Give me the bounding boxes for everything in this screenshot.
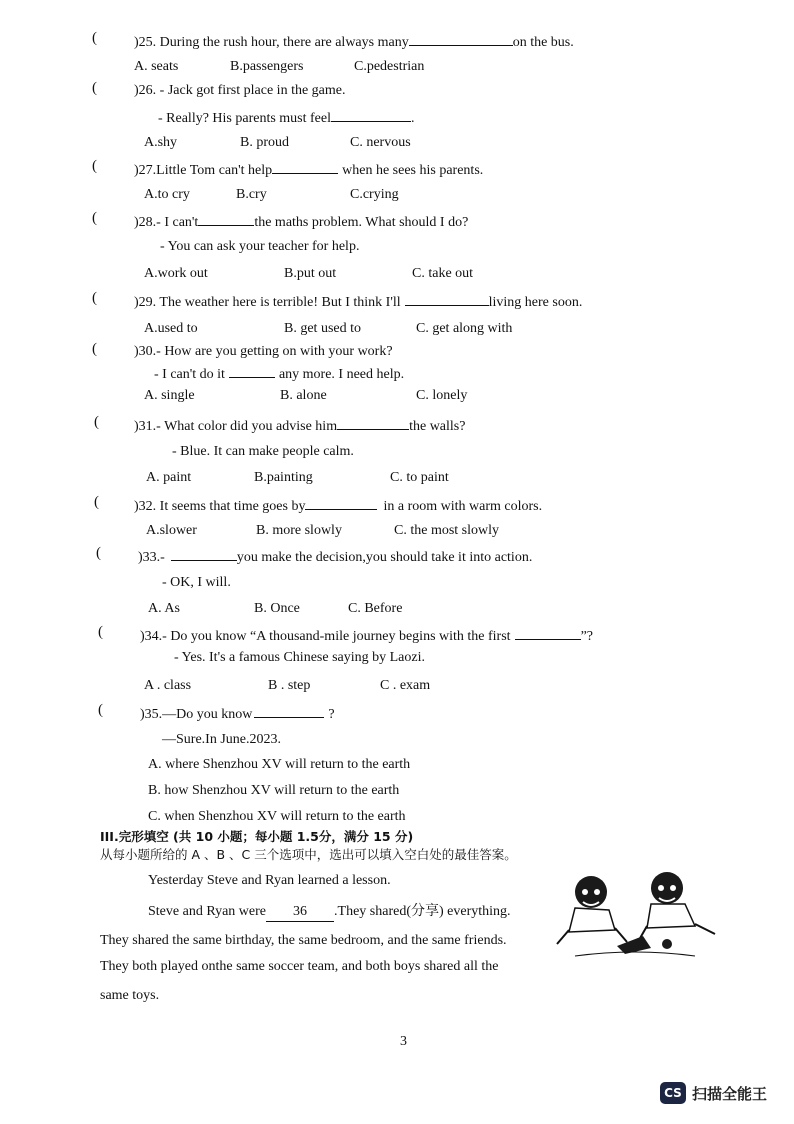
answer-paren: ( (92, 290, 97, 306)
reply-33: - OK, I will. (162, 575, 231, 590)
answer-blank (305, 496, 377, 510)
reply-text: - I can't do it (154, 367, 225, 382)
question-27 (134, 160, 483, 180)
answer-blank (515, 626, 581, 640)
answer-paren: ( (94, 494, 99, 510)
passage-line-5: same toys. (100, 988, 160, 1003)
option-c: C. Before (348, 601, 403, 616)
options-34 (144, 677, 430, 695)
answer-blank (229, 364, 275, 378)
option-a: A. paint (146, 470, 192, 485)
option-b: B. more slowly (256, 523, 342, 538)
question-stem: )27.Little Tom can't help (134, 163, 273, 178)
question-30: )30.- How are you getting on with your work? (134, 344, 393, 359)
question-stem-end: the walls? (409, 419, 466, 434)
section-heading: III.完形填空 (共 10 小题；每小题 1.5分，满分 15 分) (100, 829, 414, 844)
answer-blank (405, 292, 489, 306)
answer-paren: ( (98, 702, 103, 718)
reply-28: - You can ask your teacher for help. (160, 239, 360, 254)
option-b: B . step (268, 678, 311, 693)
question-stem: )25. During the rush hour, there are always many (134, 35, 409, 50)
option-b: B. Once (254, 601, 300, 616)
question-stem-end: living here soon. (488, 295, 583, 310)
option-a: A.to cry (144, 187, 190, 202)
question-35 (140, 704, 335, 724)
options-30 (144, 387, 467, 405)
question-34 (140, 626, 593, 646)
question-stem: )29. The weather here is terrible! But I think I'll (134, 295, 401, 310)
reply-text: - Really? His parents must feel (158, 111, 332, 126)
option-c: C . exam (380, 678, 431, 693)
answer-blank (198, 212, 254, 226)
question-28 (134, 212, 468, 232)
kids-illustration (555, 868, 720, 963)
options-25 (134, 58, 424, 76)
answer-paren: ( (94, 414, 99, 430)
answer-paren: ( (92, 158, 97, 174)
option-b: B.painting (254, 470, 313, 485)
answer-blank (254, 704, 324, 718)
answer-paren: ( (96, 545, 101, 561)
option-c: C.pedestrian (354, 59, 425, 74)
question-stem: )35.—Do you know (140, 707, 253, 722)
question-31 (134, 416, 465, 436)
option-c: C. to paint (390, 470, 449, 485)
question-stem-end: on the bus. (512, 35, 574, 50)
passage-text-end: .They shared(分享) everything. (334, 904, 511, 919)
option-a: A. seats (134, 59, 179, 74)
option-a: A.shy (144, 135, 178, 150)
option-b: B. get used to (284, 321, 361, 336)
answer-paren: ( (98, 624, 103, 640)
options-27 (144, 186, 399, 204)
reply-30 (154, 364, 404, 384)
question-stem-end: in a room with warm colors. (383, 499, 543, 514)
reply-26 (158, 108, 415, 128)
question-stem: )34.- Do you know “A thousand-mile journey begins with the first (140, 629, 511, 644)
answer-paren: ( (92, 341, 97, 357)
reply-text-end: . (411, 111, 415, 126)
option-c: C. get along with (416, 321, 513, 336)
answer-blank (337, 416, 409, 430)
passage-line-3: They shared the same birthday, the same bedroom, and the same friends. (100, 933, 507, 948)
question-stem: )33.- (138, 550, 165, 565)
passage-line-4: They both played onthe same soccer team, and both boys shared all the (100, 959, 499, 974)
option-a: A.used to (144, 321, 198, 336)
answer-blank (331, 108, 411, 122)
option-b: B.cry (236, 187, 267, 202)
reply-31: - Blue. It can make people calm. (172, 444, 354, 459)
passage-text: Steve and Ryan were (148, 904, 267, 919)
option-c: C. nervous (350, 135, 411, 150)
question-stem-end: you make the decision,you should take it into action. (236, 550, 533, 565)
option-a: A. As (148, 601, 180, 616)
option-c: C. lonely (416, 388, 468, 403)
page-number: 3 (400, 1034, 407, 1049)
question-32 (134, 496, 542, 516)
option-a: A. where Shenzhou XV will return to the earth (148, 757, 411, 772)
cloze-blank-36: 36 (266, 903, 334, 922)
option-b: B. proud (240, 135, 289, 150)
question-26: )26. - Jack got first place in the game. (134, 83, 346, 98)
option-c: C. the most slowly (394, 523, 500, 538)
options-28 (144, 265, 473, 283)
options-26 (144, 134, 411, 152)
reply-35: —Sure.In June.2023. (162, 732, 281, 747)
question-stem: )32. It seems that time goes by (134, 499, 306, 514)
option-a: A.slower (146, 523, 197, 538)
camscanner-logo-icon: CS (660, 1082, 686, 1104)
options-31 (146, 469, 449, 487)
option-b: B. alone (280, 388, 327, 403)
option-c: C. take out (412, 266, 474, 281)
option-b: B.passengers (230, 59, 304, 74)
answer-paren: ( (92, 80, 97, 96)
options-33 (148, 600, 402, 618)
reply-text-end: any more. I need help. (278, 367, 405, 382)
option-c: C.crying (350, 187, 399, 202)
passage-line-2 (148, 903, 511, 922)
reply-34: - Yes. It's a famous Chinese saying by Laozi. (174, 650, 425, 665)
answer-paren: ( (92, 30, 97, 46)
question-33 (138, 547, 532, 567)
question-stem-end: ? (328, 707, 335, 722)
answer-blank (272, 160, 338, 174)
question-stem-end: the maths problem. What should I do? (254, 215, 469, 230)
question-stem: )28.- I can't (134, 215, 199, 230)
option-c: C. when Shenzhou XV will return to the earth (148, 809, 406, 824)
answer-blank (409, 32, 513, 46)
passage-line-1: Yesterday Steve and Ryan learned a lesson. (148, 873, 391, 888)
question-29 (134, 292, 582, 312)
scanner-watermark (660, 1082, 767, 1104)
watermark-text: 扫描全能王 (692, 1084, 768, 1103)
answer-blank (171, 547, 237, 561)
answer-paren: ( (92, 210, 97, 226)
option-a: A. single (144, 388, 195, 403)
option-b: B.put out (284, 266, 337, 281)
question-stem: )31.- What color did you advise him (134, 419, 338, 434)
options-32 (146, 522, 499, 540)
option-b: B. how Shenzhou XV will return to the earth (148, 783, 400, 798)
option-a: A.work out (144, 266, 208, 281)
question-stem-end: when he sees his parents. (342, 163, 484, 178)
section-instruction: 从每小题所给的 A 、B 、C 三个选项中，选出可以填入空白处的最佳答案。 (100, 847, 517, 862)
question-25 (134, 32, 574, 52)
options-29 (144, 320, 512, 338)
question-stem-end: ”? (580, 629, 593, 644)
option-a: A . class (144, 678, 192, 693)
